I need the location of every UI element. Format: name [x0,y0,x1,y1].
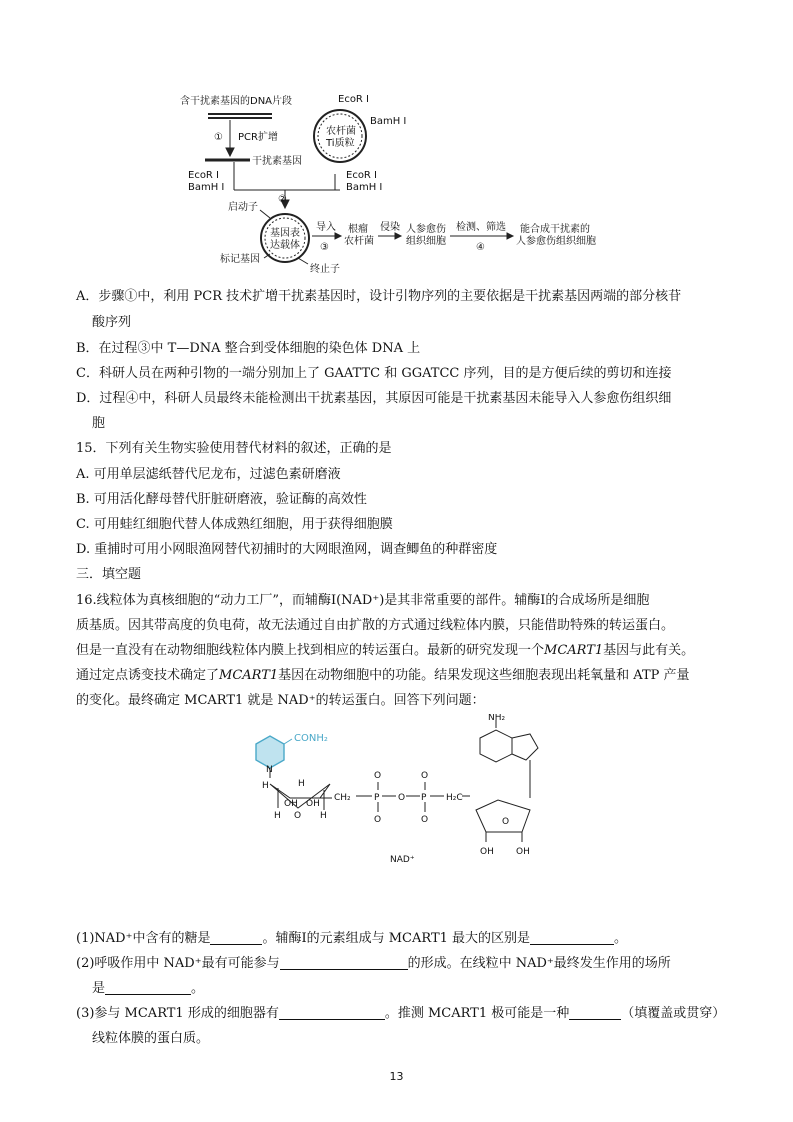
q16-sub3-cont: 线粒体膜的蛋白质。 [92,1031,210,1046]
q16-para-line4 [76,667,690,685]
label-ginseng-2: 组织细胞 [406,236,446,247]
nad-oh3: OH [480,847,494,857]
nad-oh2: OH [306,799,320,809]
nad-p2: P [421,793,427,803]
q16-sub3-blank2[interactable] [569,1005,621,1020]
label-step3: ③ [320,242,329,253]
q16-para-line5: 的变化。最终确定 MCART1 就是 NAD⁺的转运蛋白。回答下列问题： [76,693,485,708]
q16-sub3-c: （填覆盖或贯穿） [621,1006,726,1021]
q16-para-line3 [76,642,694,660]
label-root-1: 根瘤 [348,224,368,235]
label-pcr: PCR扩增 [238,132,278,143]
q15-option-a: A. 可用单层滤纸替代尼龙布，过滤色素研磨液 [76,467,341,482]
page-number: 13 [389,1070,404,1083]
label-ecor-left: EcoR Ⅰ [188,170,220,181]
q16-p4-a: 通过定点诱变技术确定了 [76,668,220,683]
nad-oh1: OH [284,799,298,809]
q16-sub3 [76,1005,725,1023]
q16-p4-gene: MCART1 [219,668,279,683]
q16-p4-b: 基因在动物细胞中的功能。结果发现这些细胞表现出耗氧量和 ATP 产量 [278,668,690,683]
q16-para-line2: 质基质。因其带高度的负电荷，故无法通过自由扩散的方式通过线粒体内膜，只能借助特殊的转运蛋白。 [76,618,675,633]
q16-sub2-blank1[interactable] [280,955,408,970]
label-result-2: 人参愈伤组织细胞 [516,236,596,247]
q16-p3-gene: MCART1 [544,643,604,658]
q15-option-b: B. 可用活化酵母替代肝脏研磨液，验证酶的高效性 [76,492,367,507]
label-plasmid-1: 农杆菌 [326,126,356,137]
label-step2: ② [278,194,287,205]
label-ginseng-1: 人参愈伤 [406,224,446,235]
label-vector-2: 达载体 [270,240,300,251]
q16-p3-a: 但是一直没有在动物细胞线粒体内膜上找到相应的转运蛋白。最新的研究发现一个 [76,643,545,658]
q16-sub1 [76,930,627,948]
q14-option-a-line1: A．步骤①中，利用 PCR 技术扩增干扰素基因时，设计引物序列的主要依据是干扰素基因两端的部分核苷 [76,289,682,304]
nad-o-top2: O [421,771,429,781]
nad-h4: H [320,811,327,821]
nad-ch2: CH₂ [334,793,351,803]
nad-h1: H [262,781,269,791]
label-bamh-right: BamH Ⅰ [346,182,383,193]
label-dna-fragment: 含干扰素基因的DNA片段 [180,96,293,107]
label-ecor-right: EcoR Ⅰ [346,170,378,181]
nad-label: NAD⁺ [390,855,415,864]
q16-sub1-b: 。辅酶Ⅰ的元素组成与 MCART1 最大的区别是 [262,931,531,946]
q14-option-b: B．在过程③中 T—DNA 整合到受体细胞的染色体 DNA 上 [76,341,421,356]
label-step1: ① [214,132,223,143]
nad-o-bridge: O [398,793,406,803]
q16-sub2-d: 。 [191,981,205,996]
q14-option-d-line1: D．过程④中，科研人员最终未能检测出干扰素基因，其原因可能是干扰素基因未能导入人参愈伤组织细 [76,391,672,406]
q16-p3-b: 基因与此有关。 [603,643,695,658]
nad-o-bottom1: O [374,815,382,825]
q15-option-d: D. 重捕时可用小网眼渔网替代初捕时的大网眼渔网，调查鲫鱼的种群密度 [76,542,498,557]
q16-sub2-c: 是 [92,981,106,996]
label-detect: 检测、筛选 [456,222,506,233]
nad-o-top1: O [374,771,382,781]
q16-sub2-cont [92,980,204,998]
q14-option-d-line2: 胞 [92,416,106,431]
label-bamh-left: BamH Ⅰ [188,182,225,193]
nad-p1: P [374,793,380,803]
label-bamh-top: BamH Ⅰ [370,116,407,127]
nad-oh4: OH [516,847,530,857]
label-vector-1: 基因表 [270,228,300,239]
nad-o-bottom2: O [421,815,429,825]
label-promoter: 启动子 [228,202,258,213]
nad-h2: H [298,779,305,789]
label-step4: ④ [476,242,485,253]
label-plasmid-2: Ti质粒 [326,138,355,149]
label-ecor-top: EcoR Ⅰ [338,94,370,105]
nad-structure-diagram [240,714,580,864]
label-result-1: 能合成干扰素的 [520,224,590,235]
q16-sub1-a: (1)NAD⁺中含有的糖是 [76,931,211,946]
label-infect: 侵染 [380,222,400,233]
q16-sub1-blank1[interactable] [210,930,262,945]
q16-sub3-b: 。推测 MCART1 极可能是一种 [384,1006,570,1021]
q14-option-a-line2: 酸序列 [92,315,132,330]
q16-sub3-blank1[interactable] [279,1005,385,1020]
nad-nh2: NH₂ [488,714,506,723]
gene-engineering-diagram [160,86,620,276]
q16-sub2-b: 的形成。在线粒中 NAD⁺最终发生作用的场所 [407,956,671,971]
q16-sub2-blank2[interactable] [105,980,191,995]
q16-sub3-a: (3)参与 MCART1 形成的细胞器有 [76,1006,279,1021]
nad-o-ring2: O [502,817,510,827]
q16-sub1-blank2[interactable] [530,930,614,945]
label-marker: 标记基因 [220,254,260,265]
nad-h2c: H₂C [446,793,463,803]
q16-para-line1: 16.线粒体为真核细胞的“动力工厂”，而辅酶Ⅰ(NAD⁺)是其非常重要的部件。辅酶Ⅰ的合成场所是细胞 [76,593,650,608]
section-heading: 三．填空题 [76,567,142,582]
q16-sub2 [76,955,671,973]
label-root-2: 农杆菌 [344,236,374,247]
label-ifn-gene: 干扰素基因 [252,156,302,167]
nad-conh2: CONH₂ [294,733,328,744]
nad-o-ring1: O [294,811,302,821]
label-terminator: 终止子 [310,264,340,275]
q15-option-c: C. 可用蛙红细胞代替人体成熟红细胞，用于获得细胞膜 [76,517,393,532]
q16-sub2-a: (2)呼吸作用中 NAD⁺最有可能参与 [76,956,280,971]
q15-stem: 15．下列有关生物实验使用替代材料的叙述，正确的是 [76,441,392,456]
q16-sub1-c: 。 [614,931,628,946]
q14-option-c: C．科研人员在两种引物的一端分别加上了 GAATTC 和 GGATCC 序列，目的是方便后续的剪切和连接 [76,366,672,381]
label-import: 导入 [316,222,336,233]
nad-h3: H [274,811,281,821]
nad-n-nicotinamide: N [266,765,273,775]
